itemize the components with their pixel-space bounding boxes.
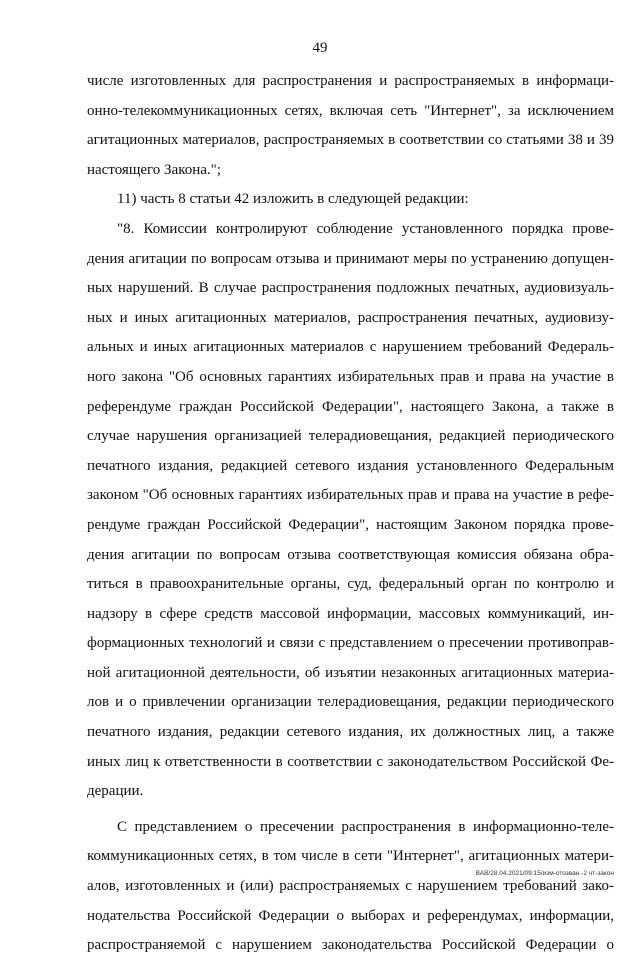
text-line: ных нарушений. В случае распространения подложных печатных, аудиовизуаль- — [87, 280, 614, 297]
text-line: законом "Об основных гарантиях избирательных прав и права на участие в рефе- — [87, 487, 614, 504]
text-line: распространяемой с нарушением законодательства Российской Федерации о — [87, 937, 614, 954]
text-line: печатного издания, редакции сетевого издания, их должностных лиц, а также — [87, 724, 614, 741]
text-line: дерации. — [87, 783, 144, 800]
text-line: рендуме граждан Российской Федерации", настоящим Законом порядка прове- — [87, 516, 614, 533]
text-line: иных лиц к ответственности в соответствии с законодательством Российской Фе- — [87, 753, 614, 770]
text-line: дения агитации по вопросам отзыва соответствующая комиссия обязана обра- — [87, 546, 614, 563]
page-number: 49 — [312, 40, 328, 56]
document-body — [87, 67, 614, 961]
text-line: ной агитационной деятельности, об изъятии незаконных агитационных материа- — [87, 664, 614, 681]
text-line: формационных технологий и связи с представлением о пресечении противоправ- — [87, 635, 614, 652]
text-line: коммуникационных сетях, в том числе в сети "Интернет", агитационных матери- — [87, 848, 614, 865]
text-line: алов, изготовленных и (или) распространяемых с нарушением требований зако- — [87, 878, 614, 895]
text-line: ных и иных агитационных материалов, распространения печатных, аудиовизу- — [87, 309, 614, 326]
text-line: числе изготовленных для распространения и распространяемых в информаци- — [87, 73, 614, 89]
text-line: надзору в сфере средств массовой информации, массовых коммуникаций, ин- — [87, 605, 614, 622]
document-footer-code: ВАВ/28.04.2021/09:15/изм-отозван.-2 чт-закон — [475, 870, 614, 877]
text-line: "8. Комиссии контролируют соблюдение установленного порядка прове- — [117, 220, 614, 237]
text-line: настоящего Закона."; — [87, 161, 221, 178]
text-line: альных и иных агитационных материалов с нарушением требований Федераль- — [87, 339, 614, 356]
text-line: титься в правоохранительные органы, суд, федеральный орган по контролю и — [87, 576, 614, 593]
text-line: лов и о привлечении организации телерадиовещания, редакции периодического — [87, 694, 614, 711]
text-line: С представлением о пресечении распространения в информационно-теле- — [117, 818, 614, 835]
text-line: ного закона "Об основных гарантиях избирательных прав и права на участие в — [87, 368, 614, 385]
text-line: дения агитации по вопросам отзыва и принимают меры по устранению допущен- — [87, 250, 614, 267]
text-line: агитационных материалов, распространяемых в соответствии со статьями 38 и 39 — [87, 132, 614, 149]
text-line: референдуме граждан Российской Федерации", настоящего Закона, а также в — [87, 398, 614, 415]
text-line: нодательства Российской Федерации о выборах и референдумах, информации, — [87, 907, 614, 924]
text-line: онно-телекоммуникационных сетях, включая сеть "Интернет", за исключением — [87, 102, 614, 119]
text-line: случае нарушения организацией телерадиовещания, редакцией периодического — [87, 428, 614, 445]
text-line: 11) часть 8 статьи 42 изложить в следующей редакции: — [117, 191, 469, 208]
text-line: печатного издания, редакцией сетевого издания установленного Федеральным — [87, 457, 614, 474]
